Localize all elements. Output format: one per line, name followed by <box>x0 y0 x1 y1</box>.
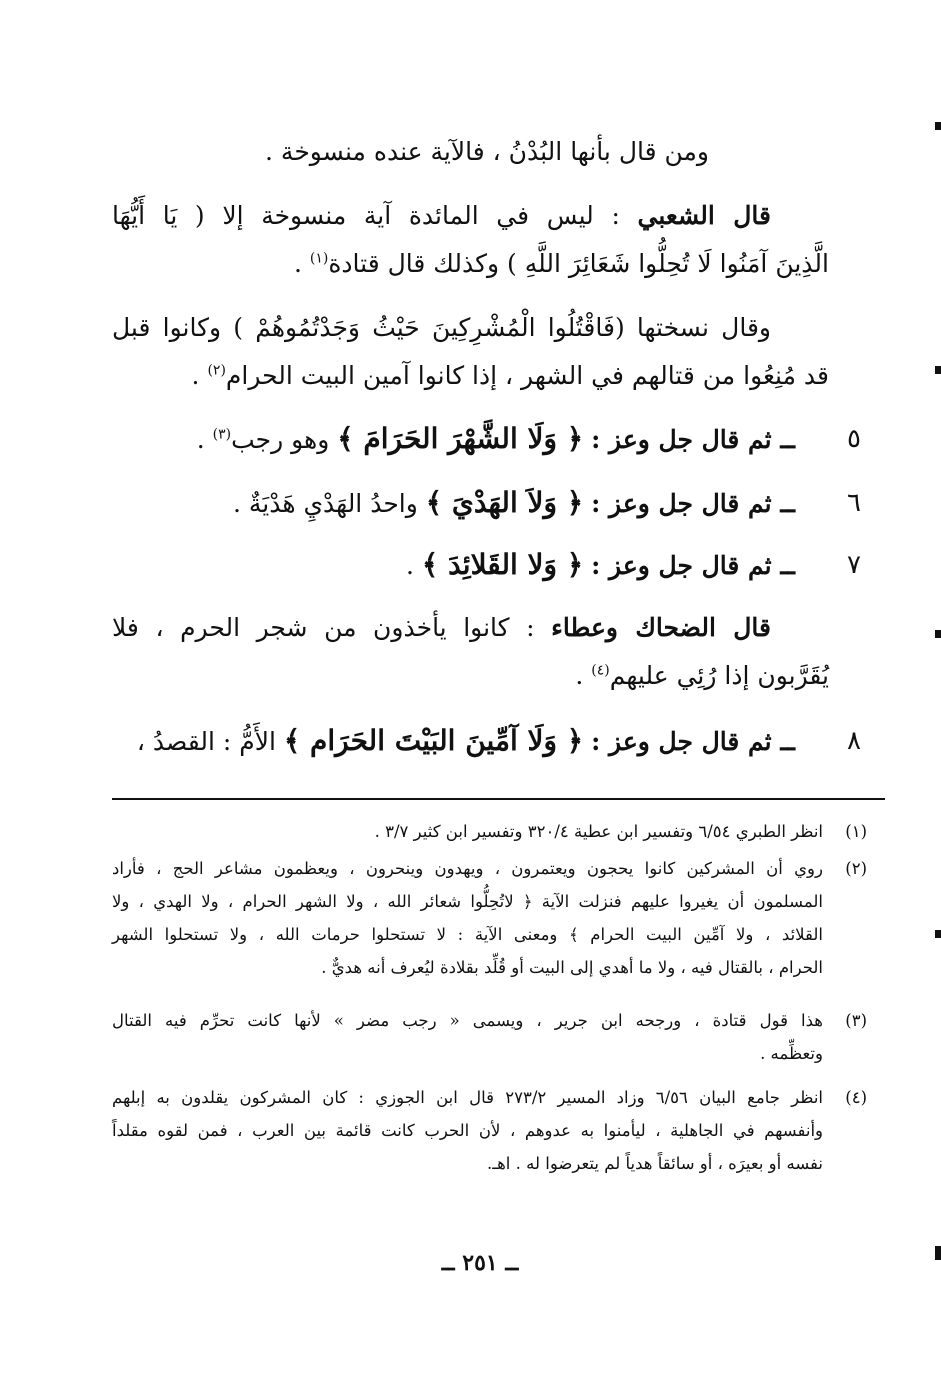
text-span: . <box>196 425 213 454</box>
footnote-ref: (٣) <box>212 426 232 443</box>
text-line <box>112 352 829 400</box>
item-number: ٦ <box>847 488 861 518</box>
footnote-line: القلائد ، ولا آمِّين البيت الحرام ﴾ ومعنى الآية : لا تستحلوا حرمات الله ، ولا تستحلوا الشهر <box>112 925 823 944</box>
footnote-1 <box>112 815 885 848</box>
footnote-line: المسلمون أن يغيروا عليهم فنزلت الآية ﴿ لاتُحِلُّوا شعائر الله ، ولا الشهر الحرام ، ولا الهدي ، ولا <box>112 892 823 911</box>
footnote-text <box>112 815 823 848</box>
footnote-line: هذا قول قتادة ، ورجحه ابن جرير ، ويسمى « رجب مضر » لأنها كانت تحرِّم فيه القتال <box>112 1011 823 1030</box>
text-span: ــ ثم قال جل وعز : <box>591 425 795 454</box>
numbered-item <box>112 716 885 766</box>
scan-edge-mark <box>935 366 941 374</box>
text-span: . <box>293 249 310 278</box>
speaker-name: قال الشعبي <box>637 201 771 230</box>
numbered-item <box>112 414 885 464</box>
speaker-name: قال الضحاك وعطاء <box>551 613 771 642</box>
footnote-line: وأنفسهم في الجاهلية ، ليأمنوا به عدوهم ، لأن الحرب كانت قائمة بين العرب ، فمن لقوه مقلداً <box>112 1121 823 1140</box>
item-text <box>112 414 795 465</box>
item-text <box>112 478 795 529</box>
text-span: وهو رجب <box>231 425 338 454</box>
page-number: ــ ٢٥١ ــ <box>441 1250 519 1276</box>
footnote-line: روي أن المشركين كانوا يحجون ويعتمرون ، ويهدون وينحرون ، ويعظمون مشاعر الحج ، فأراد <box>112 859 823 878</box>
footnote-ref: (١) <box>309 250 329 267</box>
footnote-ref: (٢) <box>207 362 226 379</box>
paragraph-shabi <box>112 192 829 288</box>
footnote-text <box>112 852 823 984</box>
footnote-number: (٢) <box>845 859 867 878</box>
quran-quote: ﴿ وَلَا آمِّينَ البَيْتَ الحَرَام ﴾ <box>283 724 584 757</box>
text-line <box>112 604 829 652</box>
footnote-line: نفسه أو بعيرَه ، أو سائقاً هدياً لم يتعرضوا له . اهـ. <box>487 1154 823 1173</box>
text-line: ومن قال بأنها البُدْنُ ، فالآية عنده منسوخة . <box>265 137 709 166</box>
text-span: واحدُ الهَدْيِ هَدْيَةٌ . <box>232 489 426 518</box>
text-span: يُقَرَّبون إذا رُئِي عليهم <box>609 661 829 690</box>
footnote-text <box>112 1004 823 1070</box>
footnote-separator <box>112 798 885 800</box>
item-text <box>112 540 795 591</box>
footnote-line: وتعظِّمه . <box>760 1044 823 1063</box>
item-number: ٧ <box>847 550 861 580</box>
text-span: . <box>191 361 208 390</box>
text-span: ــ ثم قال جل وعز : <box>591 489 795 518</box>
item-number: ٥ <box>847 424 861 454</box>
text-span: ــ ثم قال جل وعز : <box>591 727 795 756</box>
text-line: وقال نسختها (فَاقْتُلُوا الْمُشْرِكِينَ حَيْثُ وَجَدْتُمُوهُمْ ) وكانوا قبل <box>112 313 771 342</box>
scan-edge-mark <box>935 122 941 130</box>
numbered-item <box>112 540 885 590</box>
text-span: : ليس في المائدة آية منسوخة إلا ( يَا أَيُّهَا <box>112 201 620 230</box>
footnote-number: (٣) <box>845 1011 867 1030</box>
text-span: ــ ثم قال جل وعز : <box>591 551 795 580</box>
text-line <box>112 192 829 240</box>
text-line <box>112 652 829 700</box>
scan-edge-mark <box>935 630 941 638</box>
footnote-number: (٤) <box>845 1088 867 1107</box>
text-span: . <box>575 661 592 690</box>
footnote-line: انظر الطبري ٦/٥٤ وتفسير ابن عطية ٣٢٠/٤ وتفسير ابن كثير ٣/٧ . <box>374 822 823 841</box>
footnote-3 <box>112 1004 885 1070</box>
footnote-ref: (٤) <box>591 662 610 679</box>
footnote-2 <box>112 852 885 984</box>
paragraph-naskh <box>112 304 829 400</box>
scan-edge-mark <box>935 930 941 938</box>
footnote-line: الحرام ، بالقتال فيه ، ولا ما أهدي إلى البيت أو قُلِّد بقلادة ليُعرف أنه هديٌّ . <box>321 958 823 977</box>
text-span: . <box>406 551 422 580</box>
paragraph-abrogation <box>112 128 829 176</box>
footnote-text <box>112 1081 823 1180</box>
quran-quote: ﴿ وَلَا الشَّهْرَ الحَرَامَ ﴾ <box>337 422 584 455</box>
quran-quote: ﴿ وَلا القَلائِدَ ﴾ <box>421 548 584 581</box>
footnote-line: انظر جامع البيان ٦/٥٦ وزاد المسير ٢٧٣/٢ قال ابن الجوزي : كان المشركون يقلدون به إبلهم <box>112 1088 823 1107</box>
item-text <box>112 716 795 767</box>
text-span: قد مُنِعُوا من قتالهم في الشهر ، إذا كانوا آمين البيت الحرام <box>225 361 829 390</box>
quran-quote: ﴿ وَلاَ الهَدْيَ ﴾ <box>425 486 584 519</box>
text-span: : كانوا يأخذون من شجر الحرم ، فلا <box>112 613 535 642</box>
numbered-item <box>112 478 885 528</box>
paragraph-dahhak <box>112 604 829 700</box>
text-span: الَّذِينَ آمَنُوا لَا تُحِلُّوا شَعَائِرَ اللَّهِ ) وكذلك قال قتادة <box>328 249 829 278</box>
footnote-4 <box>112 1081 885 1180</box>
text-span: الأَمُّ : القصدُ ، <box>136 727 284 756</box>
footnote-number: (١) <box>845 822 867 841</box>
scan-edge-mark <box>935 1246 941 1260</box>
item-number: ٨ <box>847 726 861 756</box>
text-line <box>112 240 829 288</box>
